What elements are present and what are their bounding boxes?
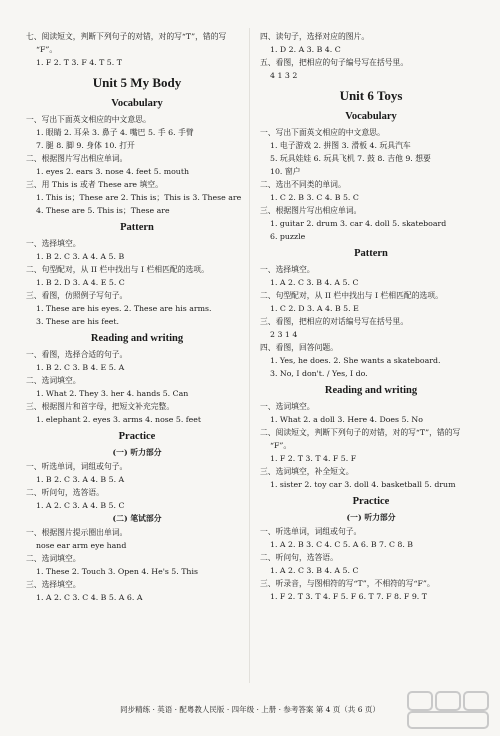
section-pattern: Pattern [120, 222, 154, 233]
subsection-listening: (一) 听力部分 [112, 448, 162, 457]
exercise-heading: 三、看图，仿照例子写句子。 [26, 291, 128, 300]
answer-line: 1. This is；These are 2. This is；This is 3. These are [36, 193, 242, 202]
answer-line: 1. B 2. C 3. A 4. A 5. B [36, 252, 125, 261]
answer-line: 2 3 1 4 [270, 330, 298, 339]
answer-line: 1. A 2. C 3. A 4. B 5. C [36, 501, 125, 510]
exercise-heading: 二、听问句，选答语。 [26, 488, 104, 497]
exercise-heading: 一、选择填空。 [260, 265, 315, 274]
exercise-heading: 三、根据图片写出相应单词。 [260, 206, 362, 215]
answer-line: 1. What 2. They 3. her 4. hands 5. Can [36, 389, 189, 398]
section-pattern: Pattern [354, 248, 388, 259]
answer-line: 1. A 2. C 3. B 4. A 5. C [270, 278, 359, 287]
exercise-heading: 一、听选单词，词组或句子。 [260, 527, 362, 536]
answer-line: 1. F 2. T 3. T 4. F 5. F 6. T 7. F 8. F 9. T [270, 592, 427, 601]
answer-line: 4. These are 5. This is；These are [36, 206, 170, 215]
answer-line: 1. eyes 2. ears 3. nose 4. feet 5. mouth [36, 167, 189, 176]
watermark-logo [404, 688, 494, 732]
exercise-heading: 三、根据图片和首字母，把短文补充完整。 [26, 402, 175, 411]
answer-line: 4 1 3 2 [270, 71, 298, 80]
answer-line: 1. A 2. C 3. B 4. A 5. C [270, 566, 359, 575]
answer-line: 1. F 2. T 3. F 4. T 5. T [36, 58, 122, 67]
exercise-heading: “F”。 [270, 441, 292, 450]
exercise-heading: 二、选词填空。 [26, 554, 81, 563]
exercise-heading: 四、看图，回答问题。 [260, 343, 338, 352]
exercise-heading: 二、阅读短文，判断下列句子的对错，对的写“T”，错的写 [260, 428, 461, 437]
exercise-heading: 三、看图，把相应的对话编号写在括号里。 [260, 317, 409, 326]
exercise-heading: 三、选择填空。 [26, 580, 81, 589]
exercise-heading: 五、看图，把相应的句子编号写在括号里。 [260, 58, 409, 67]
exercise-heading: 一、选词填空。 [260, 402, 315, 411]
answer-line: 1. guitar 2. drum 3. car 4. doll 5. skateboard [270, 219, 447, 228]
answer-line: 1. A 2. B 3. C 4. C 5. A 6. B 7. C 8. B [270, 540, 414, 549]
answer-line: 1. These 2. Touch 3. Open 4. He's 5. This [36, 567, 198, 576]
section-practice: Practice [352, 496, 390, 507]
exercise-heading: 三、用 This is 或者 These are 填空。 [26, 180, 163, 189]
answer-line: 1. A 2. C 3. C 4. B 5. A 6. A [36, 593, 143, 602]
left-column [26, 30, 248, 604]
exercise-heading: 二、听问句，选答语。 [260, 553, 338, 562]
unit-6-title: Unit 6 Toys [339, 88, 403, 103]
answer-line: 1. elephant 2. eyes 3. arms 4. nose 5. feet [36, 415, 202, 424]
answer-line: 1. B 2. C 3. B 4. E 5. A [36, 363, 125, 372]
exercise-heading: 二、句型配对，从 II 栏中找出与 I 栏相匹配的选项。 [26, 265, 209, 274]
exercise-heading: 七、阅读短文，判断下列句子的对错，对的写“T”，错的写 [26, 32, 227, 41]
unit-5-title: Unit 5 My Body [92, 75, 182, 90]
exercise-heading: 二、句型配对，从 II 栏中找出与 I 栏相匹配的选项。 [260, 291, 443, 300]
subsection-listening: (一) 听力部分 [346, 513, 396, 522]
answer-line: 1. What 2. a doll 3. Here 4. Does 5. No [270, 415, 423, 424]
answer-line: 1. F 2. T 3. T 4. F 5. F [270, 454, 357, 463]
answer-line: 1. D 2. A 3. B 4. C [270, 45, 341, 54]
exercise-heading: “F”。 [36, 45, 58, 54]
answer-line: 1. 电子游戏 2. 拼图 3. 滑板 4. 玩具汽车 [270, 141, 411, 150]
page-footer: 同步精练 · 英语 · 配粤教人民版 · 四年级 · 上册 · 参考答案 第 4 页（共 6 页） [120, 705, 380, 714]
answer-line: 3. No, I don't. / Yes, I do. [270, 369, 368, 378]
column-divider [249, 28, 250, 683]
answer-line: 3. These are his feet. [36, 317, 120, 326]
answer-line: 1. These are his eyes. 2. These are his arms. [36, 304, 212, 313]
exercise-heading: 二、根据图片写出相应单词。 [26, 154, 128, 163]
exercise-heading: 三、选词填空，补全短文。 [260, 467, 354, 476]
exercise-heading: 一、写出下面英文相应的中文意思。 [26, 115, 151, 124]
subsection-written: (二) 笔试部分 [112, 514, 162, 523]
exercise-heading: 一、根据图片提示圈出单词。 [26, 528, 128, 537]
answer-line: 7. 腿 8. 脚 9. 身体 10. 打开 [36, 141, 135, 150]
section-vocabulary: Vocabulary [345, 111, 397, 122]
answer-line: 1. B 2. D 3. A 4. E 5. C [36, 278, 125, 287]
exercise-heading: 三、听录音，与图相符的写“T”，不相符的写“F”。 [260, 579, 435, 588]
right-column [260, 30, 482, 603]
exercise-heading: 一、选择填空。 [26, 239, 81, 248]
exercise-heading: 二、选出不同类的单词。 [260, 180, 346, 189]
exercise-heading: 一、写出下面英文相应的中文意思。 [260, 128, 385, 137]
section-reading-writing: Reading and writing [324, 385, 418, 396]
exercise-heading: 一、看图，选择合适的句子。 [26, 350, 128, 359]
answer-line: 6. puzzle [270, 232, 306, 241]
answer-line: nose ear arm eye hand [36, 541, 127, 550]
exercise-heading: 四、读句子，选择对应的图片。 [260, 32, 370, 41]
section-reading-writing: Reading and writing [90, 333, 184, 344]
answer-line: 5. 玩具娃娃 6. 玩具飞机 7. 鼓 8. 吉他 9. 想要 [270, 154, 431, 163]
answer-line: 10. 窗户 [270, 167, 301, 176]
answer-line: 1. B 2. C 3. A 4. B 5. A [36, 475, 125, 484]
answer-line: 1. 眼睛 2. 耳朵 3. 鼻子 4. 嘴巴 5. 手 6. 手臂 [36, 128, 194, 137]
section-practice: Practice [118, 431, 156, 442]
answer-line: 1. C 2. D 3. A 4. B 5. E [270, 304, 359, 313]
section-vocabulary: Vocabulary [111, 98, 163, 109]
answer-line: 1. C 2. B 3. C 4. B 5. C [270, 193, 359, 202]
exercise-heading: 二、选词填空。 [26, 376, 81, 385]
answer-line: 1. sister 2. toy car 3. doll 4. basketball 5. drum [270, 480, 456, 489]
exercise-heading: 一、听选单词，词组或句子。 [26, 462, 128, 471]
answer-line: 1. Yes, he does. 2. She wants a skateboard. [270, 356, 441, 365]
